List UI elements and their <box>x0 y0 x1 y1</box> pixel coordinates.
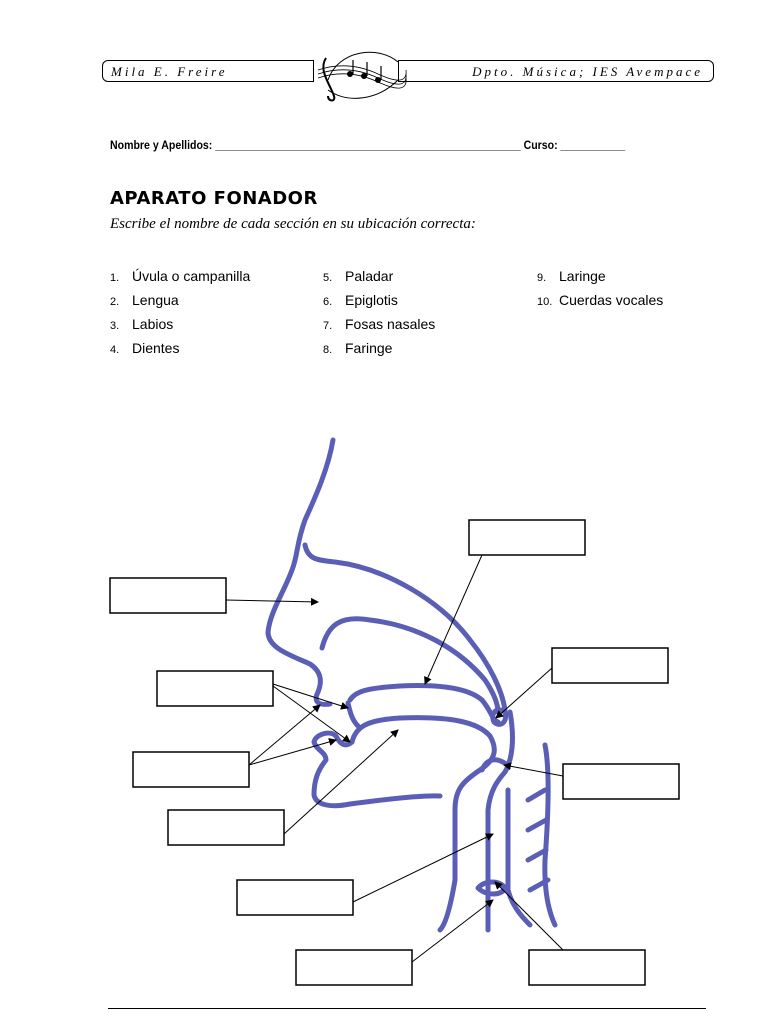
list-item <box>323 340 435 364</box>
instructions: Escribe el nombre de cada sección en su ubicación correcta: <box>110 216 476 232</box>
anatomy-outline <box>268 440 555 930</box>
course-label: Curso: <box>523 138 558 152</box>
page-title: APARATO FONADOR <box>110 188 318 209</box>
pointer-arrow <box>273 686 350 742</box>
item-label: Laringe <box>559 268 606 284</box>
list-item <box>323 316 435 340</box>
label-box[interactable] <box>110 578 226 613</box>
list-item <box>110 292 250 316</box>
item-number: 10. <box>537 296 553 308</box>
item-number: 3. <box>110 320 120 332</box>
item-label: Úvula o campanilla <box>132 268 251 284</box>
pointer-arrow <box>412 900 493 962</box>
terms-list-1 <box>110 268 250 364</box>
list-item <box>323 268 435 292</box>
header-department: Dpto. Música; IES Avempace <box>398 60 714 82</box>
name-label: Nombre y Apellidos: <box>110 138 213 152</box>
label-box[interactable] <box>168 810 284 845</box>
music-logo <box>308 40 408 104</box>
list-item <box>110 316 250 340</box>
item-number: 2. <box>110 296 120 308</box>
item-number: 1. <box>110 272 120 284</box>
student-info-line <box>110 138 625 152</box>
pointer-arrow <box>353 834 493 902</box>
item-label: Cuerdas vocales <box>559 292 664 308</box>
list-item <box>110 340 250 364</box>
pointer-arrow <box>249 705 320 765</box>
header-author: Mila E. Freire <box>102 60 314 82</box>
label-box[interactable] <box>552 648 668 683</box>
pointer-arrow <box>273 684 348 708</box>
name-field[interactable]: ____________________________________________________ <box>215 138 521 152</box>
list-item <box>323 292 435 316</box>
item-label: Epiglotis <box>345 292 398 308</box>
item-number: 5. <box>323 272 333 284</box>
item-number: 4. <box>110 344 120 356</box>
list-item <box>537 268 663 292</box>
vocal-apparatus-diagram <box>0 420 768 1020</box>
item-number: 7. <box>323 320 333 332</box>
label-box[interactable] <box>237 880 353 915</box>
label-box[interactable] <box>563 764 679 799</box>
bottom-divider <box>108 1008 706 1009</box>
item-label: Faringe <box>345 340 393 356</box>
pointer-arrow <box>496 668 552 718</box>
item-number: 6. <box>323 296 333 308</box>
label-box[interactable] <box>529 950 645 985</box>
label-box[interactable] <box>133 752 249 787</box>
item-label: Lengua <box>132 292 179 308</box>
label-box[interactable] <box>469 520 585 555</box>
pointer-arrow <box>504 765 563 776</box>
list-item <box>110 268 250 292</box>
pointer-arrow <box>226 600 318 602</box>
terms-list-2 <box>323 268 435 364</box>
terms-list-3 <box>537 268 663 316</box>
item-label: Paladar <box>345 268 394 284</box>
item-label: Dientes <box>132 340 180 356</box>
label-box[interactable] <box>157 671 273 706</box>
item-number: 9. <box>537 272 547 284</box>
item-label: Fosas nasales <box>345 316 436 332</box>
item-label: Labios <box>132 316 174 332</box>
list-item <box>537 292 663 316</box>
item-number: 8. <box>323 344 333 356</box>
course-field[interactable]: ___________ <box>560 138 626 152</box>
label-box[interactable] <box>296 950 412 985</box>
